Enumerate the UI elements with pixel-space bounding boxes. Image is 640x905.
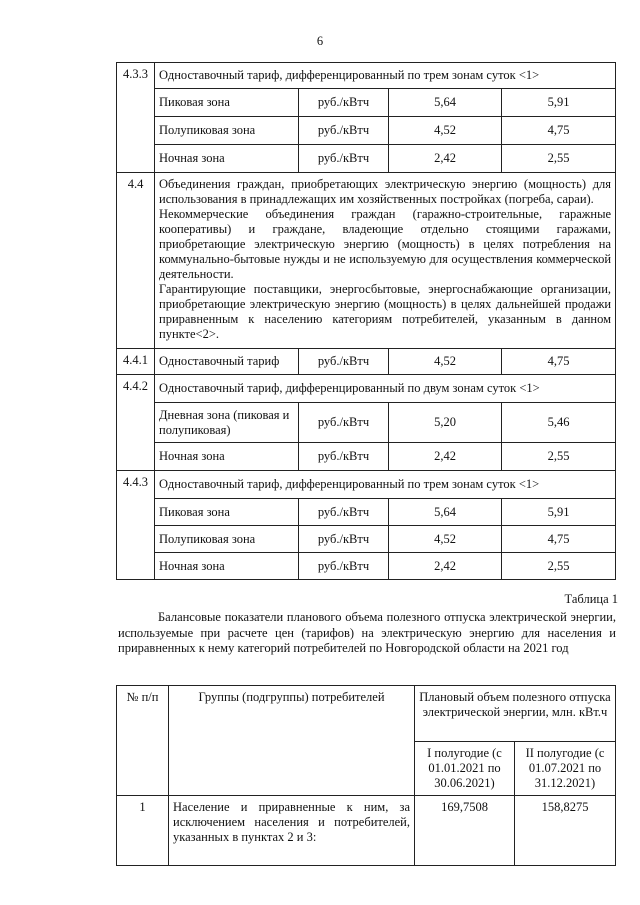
unit: руб./кВтч (299, 145, 389, 173)
balance-table (116, 685, 616, 866)
value-h1: 5,20 (389, 403, 502, 443)
zone-name: Ночная зона (155, 145, 299, 173)
value-h2: 5,91 (502, 499, 616, 526)
zone-name: Дневная зона (пиковая и полупиковая) (155, 403, 299, 443)
value-h2: 5,91 (502, 89, 616, 117)
value-h1: 2,42 (389, 145, 502, 173)
value-h2: 4,75 (502, 349, 616, 375)
row-number: 4.4 (117, 173, 155, 349)
unit: руб./кВтч (299, 443, 389, 471)
row-number: 4.4.2 (117, 375, 155, 471)
intro-paragraph (118, 610, 616, 657)
row-number: 4.4.1 (117, 349, 155, 375)
tariff-name: Одноставочный тариф (155, 349, 299, 375)
header-half-2: II полугодие (с 01.07.2021 по 31.12.2021) (515, 742, 616, 796)
zone-name: Ночная зона (155, 553, 299, 580)
value-h2: 2,55 (502, 443, 616, 471)
row-number: 4.4.3 (117, 471, 155, 580)
value-h2: 158,8275 (515, 796, 616, 866)
group-name: Население и приравненные к ним, за исключением населения и потребителей, указанных в пунктах 2 и 3: (169, 796, 415, 866)
value-h1: 5,64 (389, 499, 502, 526)
section-title: Одноставочный тариф, дифференцированный по трем зонам суток <1> (155, 471, 616, 499)
zone-name: Пиковая зона (155, 499, 299, 526)
section-paragraph: Гарантирующие поставщики, энергосбытовые, энергоснабжающие организации, приобретающие электрическую энергию (мощность) в целях дальнейшей продажи приравненным к населению категориям потребителей, указанным в данном пункте<2>. (159, 282, 612, 341)
row-number: 1 (117, 796, 169, 866)
value-h2: 4,75 (502, 117, 616, 145)
zone-name: Ночная зона (155, 443, 299, 471)
value-h1: 4,52 (389, 349, 502, 375)
value-h2: 2,55 (502, 145, 616, 173)
value-h2: 2,55 (502, 553, 616, 580)
unit: руб./кВтч (299, 349, 389, 375)
header-group: Группы (подгруппы) потребителей (169, 686, 415, 796)
section-title: Одноставочный тариф, дифференцированный по двум зонам суток <1> (155, 375, 616, 403)
unit: руб./кВтч (299, 117, 389, 145)
zone-name: Полупиковая зона (155, 117, 299, 145)
unit: руб./кВтч (299, 526, 389, 553)
value-h1: 4,52 (389, 117, 502, 145)
value-h1: 169,7508 (415, 796, 515, 866)
page-number: 6 (316, 34, 324, 48)
value-h1: 4,52 (389, 526, 502, 553)
section-paragraph: Некоммерческие объединения граждан (гаражно-строительные, гаражные кооперативы) и граждане, владеющие отдельно стоящими гаражами, приобретающие электрическую энергию (мощность) в целях потребления на коммунально-бытовые нужды и не используемую для осуществления коммерческой деятельности. (159, 207, 612, 281)
zone-name: Пиковая зона (155, 89, 299, 117)
header-half-1: I полугодие (с 01.01.2021 по 30.06.2021) (415, 742, 515, 796)
header-volume: Плановый объем полезного отпуска электрической энергии, млн. кВт.ч (415, 686, 616, 742)
intro-text: Балансовые показатели планового объема полезного отпуска электрической энергии, используемые при расчете цен (тарифов) на электрическую энергию для населения и приравненных к нему категорий потребителей по Новгородской области на 2021 год (118, 610, 616, 655)
value-h1: 2,42 (389, 553, 502, 580)
value-h2: 5,46 (502, 403, 616, 443)
header-number: № п/п (117, 686, 169, 796)
section-title: Одноставочный тариф, дифференцированный по трем зонам суток <1> (155, 63, 616, 89)
unit: руб./кВтч (299, 403, 389, 443)
value-h1: 5,64 (389, 89, 502, 117)
table-caption: Таблица 1 (564, 592, 618, 606)
unit: руб./кВтч (299, 89, 389, 117)
unit: руб./кВтч (299, 553, 389, 580)
section-paragraph: Объединения граждан, приобретающих электрическую энергию (мощность) для использования в принадлежащих им хозяйственных постройках (погреба, сараи). (159, 177, 612, 206)
value-h1: 2,42 (389, 443, 502, 471)
unit: руб./кВтч (299, 499, 389, 526)
row-number: 4.3.3 (117, 63, 155, 173)
zone-name: Полупиковая зона (155, 526, 299, 553)
tariff-table (116, 62, 616, 580)
value-h2: 4,75 (502, 526, 616, 553)
